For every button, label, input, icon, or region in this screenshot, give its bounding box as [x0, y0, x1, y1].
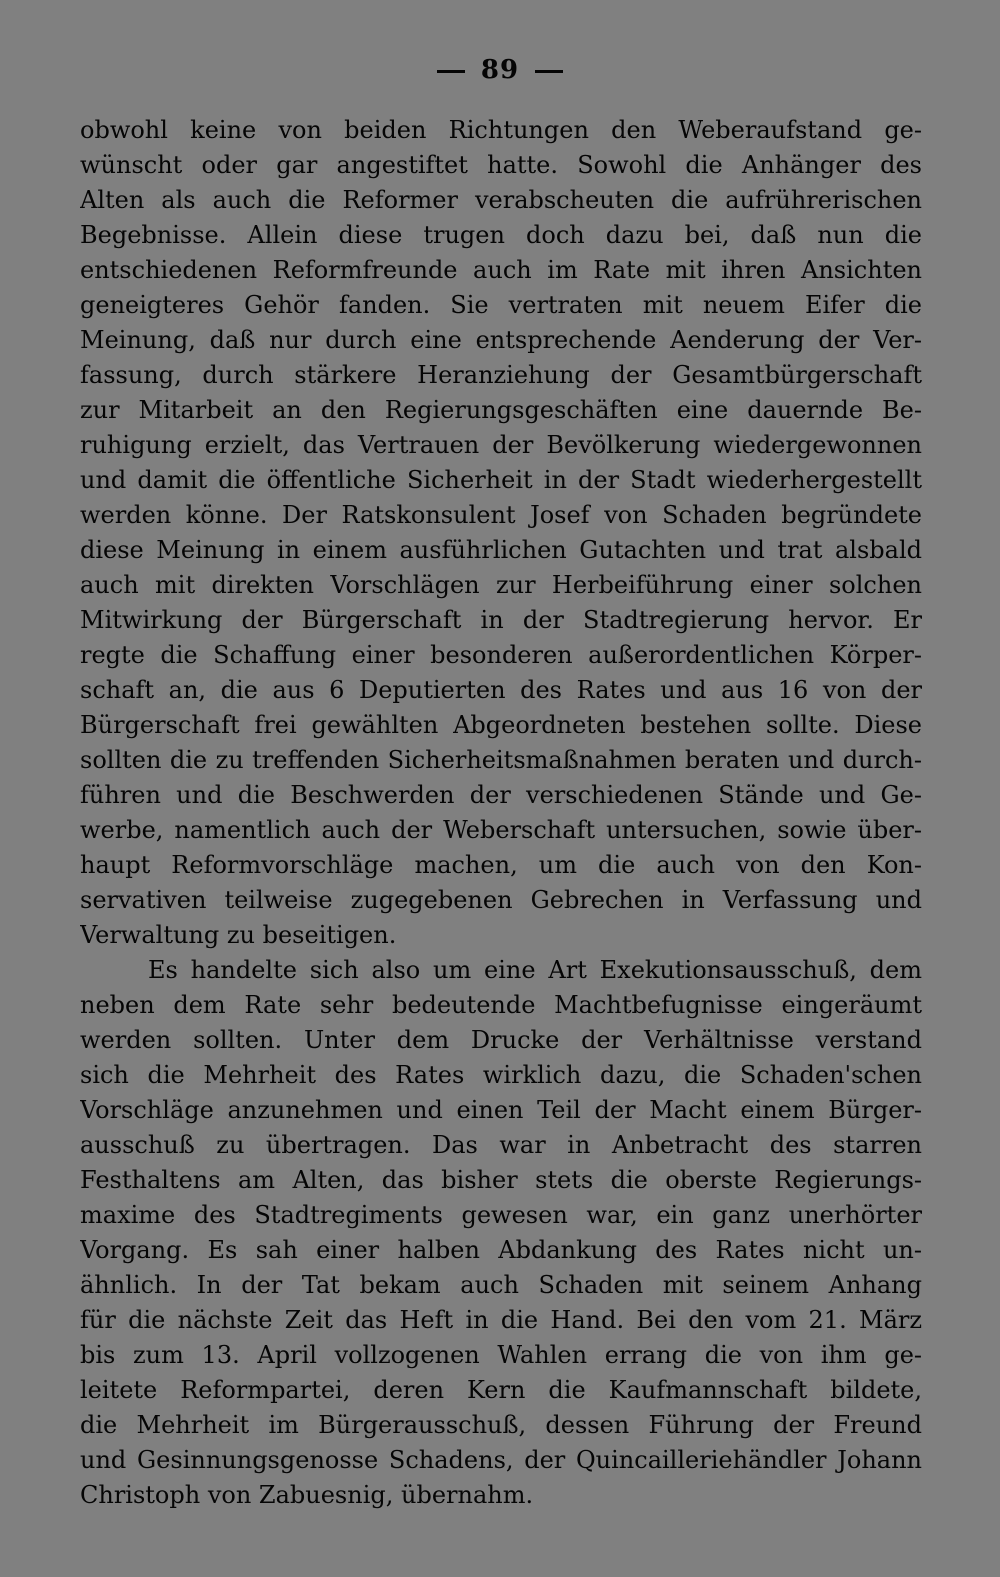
text-line: werden könne. Der Ratskonsulent Josef von Schaden begründete: [80, 501, 922, 529]
text-line: leitete Reformpartei, deren Kern die Kaufmannschaft bildete,: [80, 1376, 922, 1404]
text-line: bis zum 13. April vollzogenen Wahlen errang die von ihm ge-: [80, 1341, 922, 1369]
body-text: [80, 113, 922, 1513]
text-line: Festhaltens am Alten, das bisher stets die oberste Regierungs-: [80, 1166, 922, 1194]
text-line: ausschuß zu übertragen. Das war in Anbetracht des starren: [80, 1131, 922, 1159]
text-line: für die nächste Zeit das Heft in die Hand. Bei den vom 21. März: [80, 1306, 922, 1334]
text-line: haupt Reformvorschläge machen, um die auch von den Kon-: [80, 851, 922, 879]
text-line: wünscht oder gar angestiftet hatte. Sowohl die Anhänger des: [80, 151, 922, 179]
text-line: ruhigung erzielt, das Vertrauen der Bevölkerung wiedergewonnen: [80, 431, 922, 459]
text-line: geneigteres Gehör fanden. Sie vertraten mit neuem Eifer die: [80, 291, 922, 319]
text-line: ähnlich. In der Tat bekam auch Schaden mit seinem Anhang: [80, 1271, 922, 1299]
text-line: schaft an, die aus 6 Deputierten des Rates und aus 16 von der: [80, 676, 922, 704]
text-line: sich die Mehrheit des Rates wirklich dazu, die Schaden'schen: [80, 1061, 922, 1089]
right-dash: [535, 70, 563, 73]
text-line: Es handelte sich also um eine Art Exekutionsausschuß, dem: [148, 956, 922, 984]
text-line: Meinung, daß nur durch eine entsprechende Aenderung der Ver-: [80, 326, 922, 354]
text-line: und Gesinnungsgenosse Schadens, der Quincailleriehändler Johann: [80, 1446, 922, 1474]
page-number-value: 89: [480, 55, 520, 85]
text-line: regte die Schaffung einer besonderen außerordentlichen Körper-: [80, 641, 922, 669]
text-line: servativen teilweise zugegebenen Gebrechen in Verfassung und: [80, 886, 922, 914]
text-line: sollten die zu treffenden Sicherheitsmaßnahmen beraten und durch-: [80, 746, 922, 774]
text-line: Mitwirkung der Bürgerschaft in der Stadtregierung hervor. Er: [80, 606, 922, 634]
page-number: [0, 52, 1000, 88]
text-line: Verwaltung zu beseitigen.: [80, 921, 397, 949]
text-line: Begebnisse. Allein diese trugen doch dazu bei, daß nun die: [80, 221, 922, 249]
left-dash: [437, 70, 465, 73]
text-line: maxime des Stadtregiments gewesen war, ein ganz unerhörter: [80, 1201, 922, 1229]
text-line: obwohl keine von beiden Richtungen den Weberaufstand ge-: [80, 116, 922, 144]
text-line: Alten als auch die Reformer verabscheuten die aufrührerischen: [80, 186, 922, 214]
paragraph-2: [80, 953, 922, 1513]
text-line: Vorschläge anzunehmen und einen Teil der Macht einem Bürger-: [80, 1096, 922, 1124]
text-line: werbe, namentlich auch der Weberschaft untersuchen, sowie über-: [80, 816, 922, 844]
text-line: Bürgerschaft frei gewählten Abgeordneten bestehen sollte. Diese: [80, 711, 922, 739]
text-line: entschiedenen Reformfreunde auch im Rate mit ihren Ansichten: [80, 256, 922, 284]
text-line: Vorgang. Es sah einer halben Abdankung des Rates nicht un-: [80, 1236, 922, 1264]
text-line: diese Meinung in einem ausführlichen Gutachten und trat alsbald: [80, 536, 922, 564]
text-line: werden sollten. Unter dem Drucke der Verhältnisse verstand: [80, 1026, 922, 1054]
text-line: zur Mitarbeit an den Regierungsgeschäften eine dauernde Be-: [80, 396, 922, 424]
paragraph-1: [80, 113, 922, 953]
text-line: neben dem Rate sehr bedeutende Machtbefugnisse eingeräumt: [80, 991, 922, 1019]
text-line: die Mehrheit im Bürgerausschuß, dessen Führung der Freund: [80, 1411, 922, 1439]
text-line: fassung, durch stärkere Heranziehung der Gesamtbürgerschaft: [80, 361, 922, 389]
text-line: und damit die öffentliche Sicherheit in der Stadt wiederhergestellt: [80, 466, 922, 494]
text-line: auch mit direkten Vorschlägen zur Herbeiführung einer solchen: [80, 571, 922, 599]
text-line: Christoph von Zabuesnig, übernahm.: [80, 1481, 534, 1509]
text-line: führen und die Beschwerden der verschiedenen Stände und Ge-: [80, 781, 922, 809]
